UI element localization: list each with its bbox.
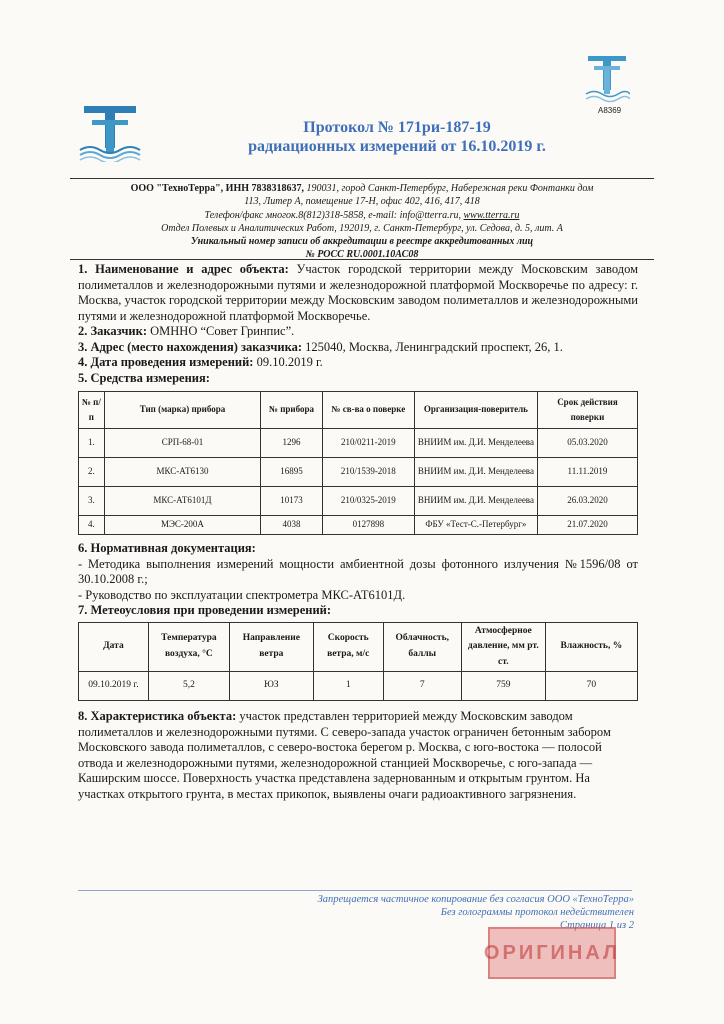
table-header-row — [79, 392, 638, 429]
table-cell: 09.10.2019 г. — [79, 672, 149, 701]
section-6-item-1: - Методика выполнения измерений мощности амбиентной дозы фотонного излучения №1596/08 от 30.10.2008 г.; — [78, 556, 638, 586]
company-address-2: 113, Литер А, помещение 17-Н, офис 402, 416, 417, 418 — [244, 196, 480, 208]
table-cell: 1296 — [261, 429, 322, 458]
protocol-body — [78, 262, 638, 802]
table-cell: 11.11.2019 — [537, 458, 637, 487]
table-row — [79, 458, 638, 487]
table-cell: 70 — [545, 672, 637, 701]
table-cell: 3. — [79, 487, 105, 516]
table-row — [79, 516, 638, 535]
col-header: Организация-поверитель — [414, 392, 537, 429]
footer-divider — [78, 890, 632, 891]
title-line-1: Протокол № 171ри-187-19 — [303, 119, 491, 136]
company-department: Отдел Полевых и Аналитических Работ, 192019, г. Санкт-Петербург, ул. Седова, д. 5, лит. А — [161, 222, 563, 234]
col-header: Влажность, % — [545, 622, 637, 672]
table-cell: 21.07.2020 — [537, 516, 637, 535]
accreditation-line-1: Уникальный номер записи об аккредитации в реестре аккредитованных лиц — [190, 236, 534, 248]
table-cell: ВНИИМ им. Д.И. Менделеева — [414, 487, 537, 516]
table-cell: 2. — [79, 458, 105, 487]
table-cell: 4. — [79, 516, 105, 535]
col-header: Тип (марка) прибора — [104, 392, 261, 429]
section-6-heading: 6. Нормативная документация: — [78, 541, 256, 555]
footer-page-number: Страница 1 из 2 — [559, 920, 634, 931]
table-cell: 26.03.2020 — [537, 487, 637, 516]
col-header: Облачность, баллы — [383, 622, 461, 672]
footer-hologram-notice: Без голограммы протокол недействителен — [440, 907, 634, 918]
company-address-1: 190031, город Санкт-Петербург, Набережная реки Фонтанки дом — [304, 183, 594, 194]
table-cell: ЮЗ — [229, 672, 313, 701]
table-cell: 16895 — [261, 458, 322, 487]
section-1 — [78, 262, 638, 324]
table-cell: 1 — [313, 672, 383, 701]
col-header: № п/п — [79, 392, 105, 429]
col-header: Скорость ветра, м/с — [313, 622, 383, 672]
table-cell: ВНИИМ им. Д.И. Менделеева — [414, 429, 537, 458]
table-cell: 0127898 — [322, 516, 414, 535]
section-2-text: ОМННО “Совет Гринпис”. — [147, 324, 295, 338]
table-cell: 759 — [461, 672, 545, 701]
table-cell: МКС-АТ6130 — [104, 458, 261, 487]
table-row — [79, 672, 638, 701]
section-3-heading: 3. Адрес (место нахождения) заказчика: — [78, 339, 302, 354]
table-cell: 5,2 — [148, 672, 229, 701]
footer-copy-notice: Запрещается частичное копирование без согласия ООО «ТехноТерра» — [317, 894, 634, 905]
title-line-2: радиационных измерений от 16.10.2019 г. — [248, 138, 546, 155]
table-row — [79, 429, 638, 458]
company-contacts: Телефон/факс многок.8(812)318-5858, e-mail: info@tterra.ru, — [204, 209, 464, 221]
accreditation-logo — [584, 50, 630, 106]
section-3-text: 125040, Москва, Ленинградский проспект, 26, 1. — [302, 339, 563, 354]
table-cell: 1. — [79, 429, 105, 458]
company-website-link[interactable]: www.tterra.ru — [463, 209, 520, 221]
company-name: ООО "ТехноТерра", ИНН 7838318637, — [130, 183, 305, 194]
table-cell: 210/0211-2019 — [322, 429, 414, 458]
col-header: Температура воздуха, °С — [148, 622, 229, 672]
col-header: Дата — [79, 622, 149, 672]
col-header: Срок действия поверки — [537, 392, 637, 429]
col-header: Атмосферное давление, мм рт. ст. — [461, 622, 545, 672]
section-4-text: 09.10.2019 г. — [253, 355, 323, 369]
section-8-heading: 8. Характеристика объекта: — [78, 709, 237, 723]
table-cell: 7 — [383, 672, 461, 701]
section-8 — [78, 709, 638, 802]
col-header: № прибора — [261, 392, 322, 429]
section-6-item-2: - Руководство по эксплуатации спектрометра МКС-АТ6101Д. — [78, 587, 406, 602]
section-4-heading: 4. Дата проведения измерений: — [78, 355, 254, 369]
table-header-row — [79, 622, 638, 672]
section-3 — [78, 340, 638, 356]
accreditation-line-2: № РОСС RU.0001.10АС08 — [305, 249, 419, 261]
col-header: Направление ветра — [229, 622, 313, 672]
table-row — [79, 487, 638, 516]
header-divider-bottom — [70, 259, 654, 260]
table-cell: 210/0325-2019 — [322, 487, 414, 516]
table-cell: 4038 — [261, 516, 322, 535]
table-cell: 05.03.2020 — [537, 429, 637, 458]
section-1-heading: 1. Наименование и адрес объекта: — [78, 262, 289, 276]
instruments-table — [78, 391, 638, 535]
meteo-table — [78, 622, 638, 702]
accreditation-mark: A8369 — [598, 106, 622, 115]
section-4 — [78, 355, 638, 371]
section-7-heading: 7. Метеоусловия при проведении измерений: — [78, 603, 332, 617]
original-stamp — [483, 927, 621, 979]
company-logo — [78, 96, 142, 162]
table-cell: ВНИИМ им. Д.И. Менделеева — [414, 458, 537, 487]
section-8-text: участок представлен территорией между Московским заводом полиметаллов и железнодорожными путями. С северо-запада участок ограничен бетонным забором Московского завода полиметаллов, с северо-востока берегом р. Москва, с юго-востока — полосой отвода и железнодорожными путями, железнодорожной станцией Москворечье, с юго-запада — Каширским шоссе. Поверхность участка представлена задернованным и открытым грунтом. На участках открытого грунта, в местах прикопок, выявлены очаги радиоактивного загрязнения. — [78, 709, 611, 801]
table-cell: 210/1539-2018 — [322, 458, 414, 487]
table-cell: 10173 — [261, 487, 322, 516]
protocol-title — [170, 118, 624, 156]
company-info — [70, 182, 654, 262]
col-header: № св-ва о поверке — [322, 392, 414, 429]
table-cell: СРП-68-01 — [104, 429, 261, 458]
header-divider-top — [70, 178, 654, 179]
stamp-text: ОРИГИНАЛ — [483, 941, 621, 964]
section-2 — [78, 324, 638, 340]
table-cell: МЭС-200А — [104, 516, 261, 535]
table-cell: МКС-АТ6101Д — [104, 487, 261, 516]
section-5-heading: 5. Средства измерения: — [78, 370, 210, 385]
table-cell: ФБУ «Тест-С.-Петербург» — [414, 516, 537, 535]
section-2-heading: 2. Заказчик: — [78, 324, 148, 338]
section-1-text: Участок городской территории между Московским заводом полиметаллов и железнодорожными путями и железнодорожной платформой Москворечье по адресу: г. Москва, участок городской территории между Московским заводом полиметаллов и железнодорожными путями и железнодорожной платформой Москворечье. — [78, 262, 638, 323]
